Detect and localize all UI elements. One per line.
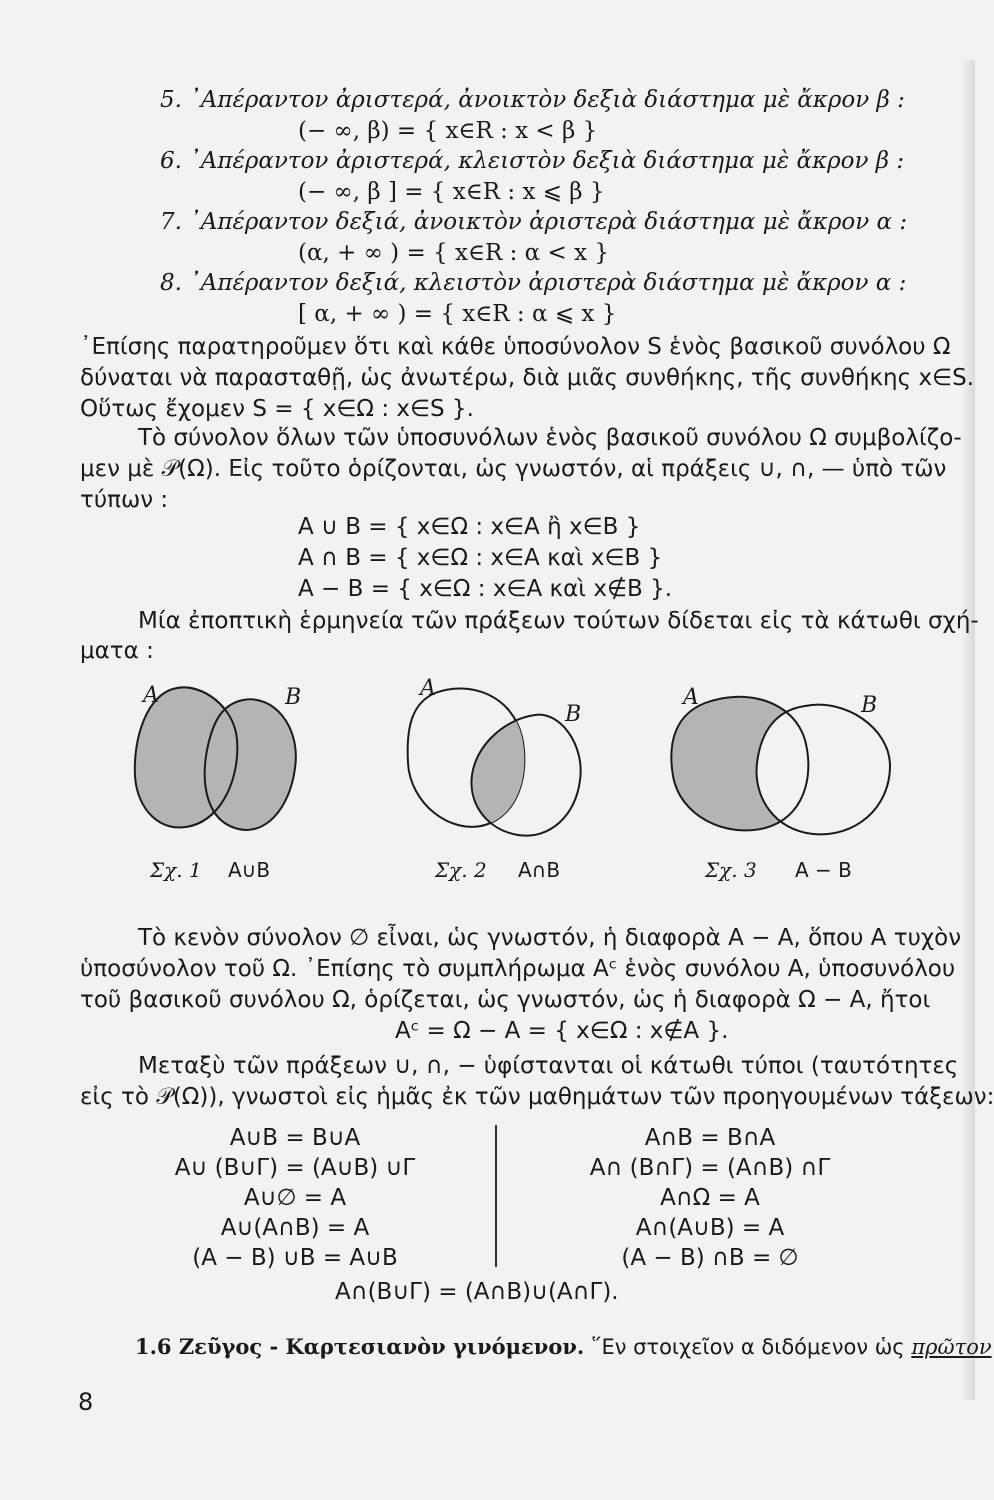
union-definition: A ∪ B = { x∈Ω : x∈A ἢ x∈B } [298, 514, 641, 540]
para4-line1: Τὸ κενὸν σύνολον ∅ εἶναι, ὡς γνωστόν, ἡ διαφορὰ A − A, ὅπου A τυχὸν [138, 925, 962, 951]
interval-5-heading: 5. ᾿Απέραντον ἀριστερά, ἀνοικτὸν δεξιὰ διάστημα μὲ ἄκρον β : [160, 87, 905, 113]
venn-union-figure [125, 678, 310, 843]
figure3-caption: Σχ. 3 [705, 858, 757, 882]
para3-line2: ματα : [80, 638, 154, 664]
para3-line1: Μία ἐποπτικὴ ἑρμηνεία τῶν πράξεων τούτων δίδεται εἰς τὰ κάτωθι σχή- [138, 608, 979, 634]
identity-right-5: (A − B) ∩B = ∅ [621, 1245, 799, 1271]
para1-line1: ᾿Επίσης παρατηροῦμεν ὅτι καὶ κάθε ὑποσύνολον S ἑνὸς βασικοῦ συνόλου Ω [80, 334, 951, 360]
venn3-label-a: A [683, 685, 699, 710]
venn-difference-figure [665, 678, 900, 848]
page-number: 8 [78, 1388, 94, 1416]
identity-distributive: A∩(B∪Γ) = (A∩B)∪(A∩Γ). [335, 1279, 619, 1305]
page-edge-shadow [961, 60, 975, 1400]
venn1-label-b: B [285, 685, 302, 710]
para1-line2: δύναται νὰ παρασταθῇ, ὡς ἀνωτέρω, διὰ μιᾶς συνθήκης, τῆς συνθήκης x∈S. [80, 365, 975, 391]
interval-6-definition: (− ∞, β ] = { x∈R : x ⩽ β } [298, 179, 605, 205]
interval-7-heading: 7. ᾿Απέραντον δεξιά, ἀνοικτὸν ἀριστερὰ διάστημα μὲ ἄκρον α : [160, 209, 908, 235]
venn1-label-a: A [143, 683, 159, 708]
figure2-operation: A∩B [518, 858, 561, 882]
para4-line3: τοῦ βασικοῦ συνόλου Ω, ὁρίζεται, ὡς γνωστόν, ὡς ἡ διαφορὰ Ω − A, ἤτοι [80, 987, 931, 1013]
identity-left-1: A∪B = B∪A [229, 1125, 361, 1151]
venn2-label-a: A [420, 676, 436, 701]
identity-left-3: A∪∅ = A [243, 1185, 347, 1211]
para2-line3: τύπων : [80, 487, 169, 513]
identity-left-5: (A − B) ∪B = A∪B [192, 1245, 398, 1271]
figure1-operation: A∪B [228, 858, 271, 882]
venn-intersection-figure [400, 675, 600, 850]
difference-definition: A − B = { x∈Ω : x∈A καὶ x∉B }. [298, 576, 673, 602]
figure1-caption: Σχ. 1 [150, 858, 202, 882]
identity-right-1: A∩B = B∩A [644, 1125, 776, 1151]
interval-8-heading: 8. ᾿Απέραντον δεξιά, κλειστὸν ἀριστερὰ διάστημα μὲ ἄκρον α : [160, 270, 907, 296]
venn1-set-b [205, 699, 296, 830]
interval-6-heading: 6. ᾿Απέραντον ἀριστερά, κλειστὸν δεξιὰ διάστημα μὲ ἄκρον β : [160, 148, 905, 174]
intersection-definition: A ∩ B = { x∈Ω : x∈A καὶ x∈B } [298, 545, 663, 571]
venn2-label-b: B [565, 702, 582, 727]
venn3-label-b: B [861, 693, 878, 718]
interval-7-definition: (α, + ∞ ) = { x∈R : α < x } [298, 240, 610, 266]
interval-5-definition: (− ∞, β) = { x∈R : x < β } [298, 118, 598, 144]
identity-right-2: A∩ (B∩Γ) = (A∩B) ∩Γ [589, 1155, 831, 1181]
identities-divider [495, 1125, 497, 1267]
para2-line2: μεν μὲ 𝒫(Ω). Εἰς τοῦτο ὁρίζονται, ὡς γνωστόν, αἱ πράξεις ∪, ∩, — ὑπὸ τῶν [80, 456, 947, 482]
identity-left-2: A∪ (B∪Γ) = (A∪B) ∪Γ [174, 1155, 416, 1181]
section-text-italic: πρῶτον [911, 1335, 992, 1359]
para1-line3: Οὕτως ἔχομεν S = { x∈Ω : x∈S }. [80, 396, 474, 422]
para5-line2: εἰς τὸ 𝒫(Ω)), γνωστοὶ εἰς ἡμᾶς ἐκ τῶν μαθημάτων τῶν προηγουμένων τάξεων: [80, 1084, 994, 1110]
section-heading: 1.6 Ζεῦγος - Καρτεσιανὸν γινόμενον. [135, 1334, 585, 1359]
section-1-6-line [135, 1333, 992, 1361]
identity-left-4: A∪(A∩B) = A [220, 1215, 370, 1241]
identity-right-4: A∩(A∪B) = A [635, 1215, 785, 1241]
para4-line2: ὑποσύνολον τοῦ Ω. ᾿Επίσης τὸ συμπλήρωμα Aᶜ ἑνὸς συνόλου A, ὑποσυνόλου [80, 956, 956, 982]
interval-8-definition: [ α, + ∞ ) = { x∈R : α ⩽ x } [298, 301, 617, 327]
para2-line1: Τὸ σύνολον ὅλων τῶν ὑποσυνόλων ἑνὸς βασικοῦ συνόλου Ω συμβολίζο- [138, 425, 962, 451]
identity-right-3: A∩Ω = A [660, 1185, 760, 1211]
figure2-caption: Σχ. 2 [435, 858, 487, 882]
figure3-operation: A − B [795, 858, 852, 882]
section-text: ῞Εν στοιχεῖον α διδόμενον ὡς [590, 1335, 905, 1359]
complement-definition: Aᶜ = Ω − A = { x∈Ω : x∉A }. [395, 1018, 729, 1044]
para5-line1: Μεταξὺ τῶν πράξεων ∪, ∩, − ὑφίστανται οἱ κάτωθι τύποι (ταυτότητες [138, 1053, 959, 1079]
